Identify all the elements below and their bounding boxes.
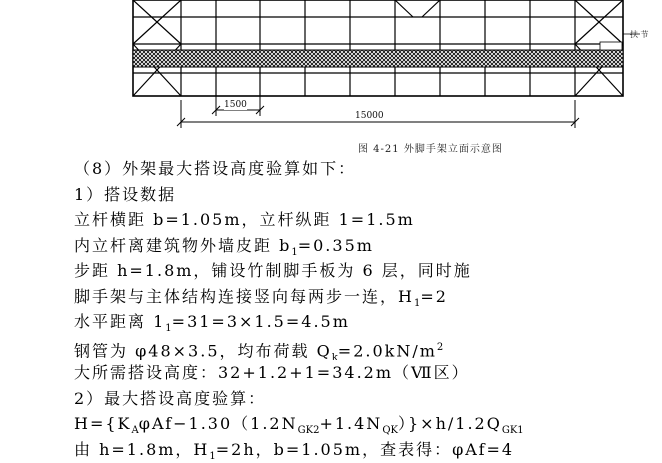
steel-tube-load-line: 钢管为 φ48×3.5，均布荷载 $Q_k=2.0kN/m^2$ bbox=[74, 340, 446, 360]
dimension-small-label: 1500 bbox=[224, 100, 247, 110]
required-height-line: 大所需搭设高度：32+1.2+1=34.2m（Ⅶ区） bbox=[74, 363, 470, 382]
tie-connection-line: 脚手架与主体结构连接竖向每两步一连，$H_1=2$ bbox=[74, 286, 448, 309]
dimension-total-label: 15000 bbox=[355, 111, 384, 121]
subheading-setup-data: 1）搭设数据 bbox=[74, 184, 177, 204]
pole-spacing-line: 立杆横距 b=1.05m，立杆纵距 1=1.5m bbox=[74, 210, 415, 229]
height-formula-line: $H=\{K_A\varphi Af-1.30(1.2N_{GK2}+1.4N_{QK})\}\times h/1.2Q_{GK1}$ bbox=[74, 414, 524, 437]
document-body bbox=[74, 156, 662, 462]
scaffold-elevation-figure bbox=[0, 0, 662, 140]
horizontal-distance-line: 水平距离 $1_1=31=3\times 1.5=4.5m$ bbox=[74, 312, 350, 335]
figure-caption: 图 4-21 外脚手架立面示意图 bbox=[358, 144, 503, 155]
subheading-max-height-check: 2）最大搭设高度验算： bbox=[74, 388, 267, 408]
side-tag-label: 扶 节 bbox=[630, 30, 649, 39]
wall-distance-line: 内立杆离建筑物外墙皮距 $b_1=0.35m$ bbox=[74, 235, 374, 258]
heading-max-height-check: （8）外架最大搭设高度验算如下： bbox=[74, 159, 357, 178]
plank-band bbox=[133, 50, 623, 67]
table-lookup-line: 由 h=1.8m，$H_1=2h$，b=1.05m，查表得：φAf=4 bbox=[74, 439, 515, 462]
step-distance-line: 步距 h=1.8m，铺设竹制脚手板为 6 层，同时施 bbox=[74, 261, 472, 280]
